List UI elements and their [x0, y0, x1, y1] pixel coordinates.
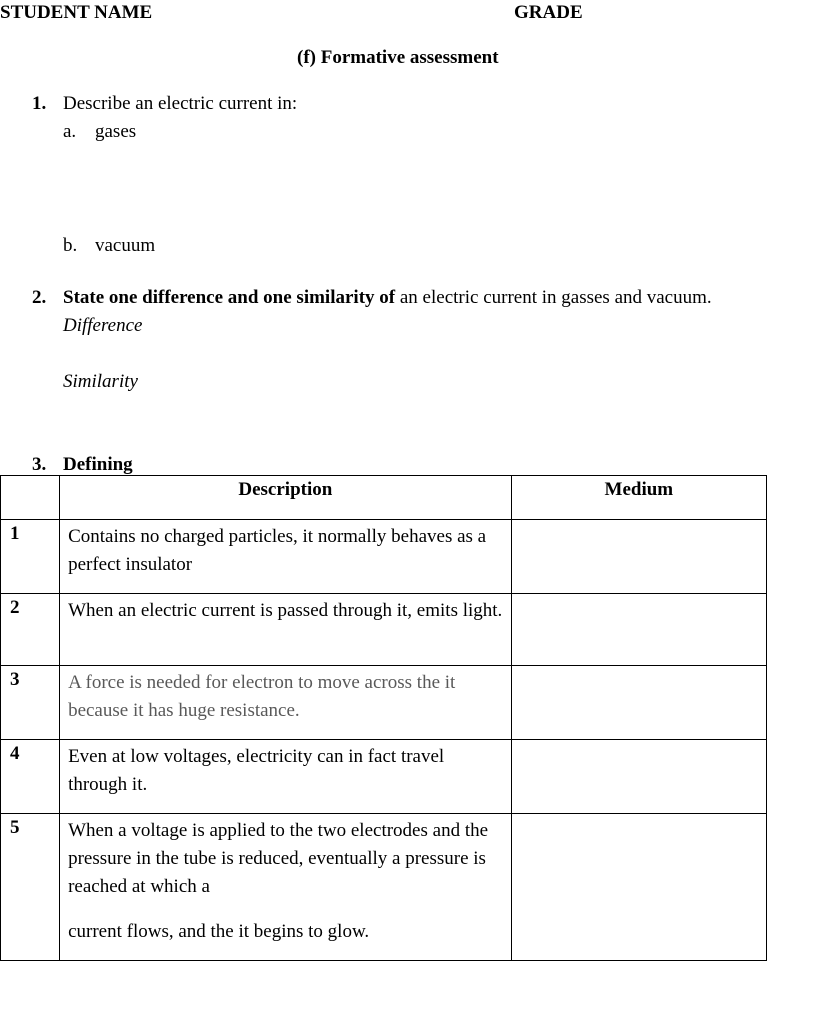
row-description-part2: current flows, and the it begins to glow. — [68, 921, 370, 942]
question-1-text: Describe an electric current in: — [63, 93, 298, 114]
table-row — [1, 814, 767, 961]
table-header-row — [1, 476, 767, 520]
header-description-cell: Description — [60, 476, 512, 520]
row-medium-answer[interactable] — [511, 666, 766, 740]
row-medium-answer[interactable] — [511, 594, 766, 666]
row-number: 4 — [1, 740, 60, 814]
question-1-part-b — [63, 235, 155, 257]
difference-label: Difference — [63, 315, 143, 336]
row-number: 2 — [1, 594, 60, 666]
defining-table — [0, 475, 767, 961]
part-a-text: gases — [95, 121, 137, 142]
part-b-text: vacuum — [95, 235, 156, 256]
row-medium-answer[interactable] — [511, 520, 766, 594]
table-row — [1, 520, 767, 594]
similarity-label: Similarity — [63, 371, 138, 392]
question-2-number: 2. — [32, 287, 47, 308]
header-number-cell — [1, 476, 60, 520]
question-2-text — [63, 287, 712, 309]
table-row — [1, 666, 767, 740]
question-1-number: 1. — [32, 93, 47, 114]
section-title: (f) Formative assessment — [297, 47, 499, 68]
row-description — [60, 814, 512, 961]
question-2-bold-text: State one difference and one similarity of — [63, 287, 396, 308]
question-3-text: Defining — [63, 454, 133, 475]
row-description: A force is needed for electron to move across the it because it has huge resistance. — [60, 666, 512, 740]
question-2-plain-text: an electric current in gasses and vacuum. — [395, 287, 712, 308]
row-number: 5 — [1, 814, 60, 961]
grade-label: GRADE — [514, 2, 583, 23]
row-number: 1 — [1, 520, 60, 594]
row-description-part1: When a voltage is applied to the two electrodes and the pressure in the tube is reduced, eventually a pressure is reached at which a — [68, 820, 489, 897]
question-1-part-a — [63, 121, 136, 143]
row-medium-answer[interactable] — [511, 740, 766, 814]
row-description: Even at low voltages, electricity can in fact travel through it. — [60, 740, 512, 814]
header-medium-cell: Medium — [511, 476, 766, 520]
row-number: 3 — [1, 666, 60, 740]
row-description: Contains no charged particles, it normally behaves as a perfect insulator — [60, 520, 512, 594]
question-3-number: 3. — [32, 454, 47, 475]
row-medium-answer[interactable] — [511, 814, 766, 961]
part-a-letter: a. — [63, 121, 77, 142]
table-row — [1, 594, 767, 666]
row-description: When an electric current is passed through it, emits light. — [60, 594, 512, 666]
table-row — [1, 740, 767, 814]
part-b-letter: b. — [63, 235, 78, 256]
student-name-label: STUDENT NAME — [0, 2, 153, 23]
